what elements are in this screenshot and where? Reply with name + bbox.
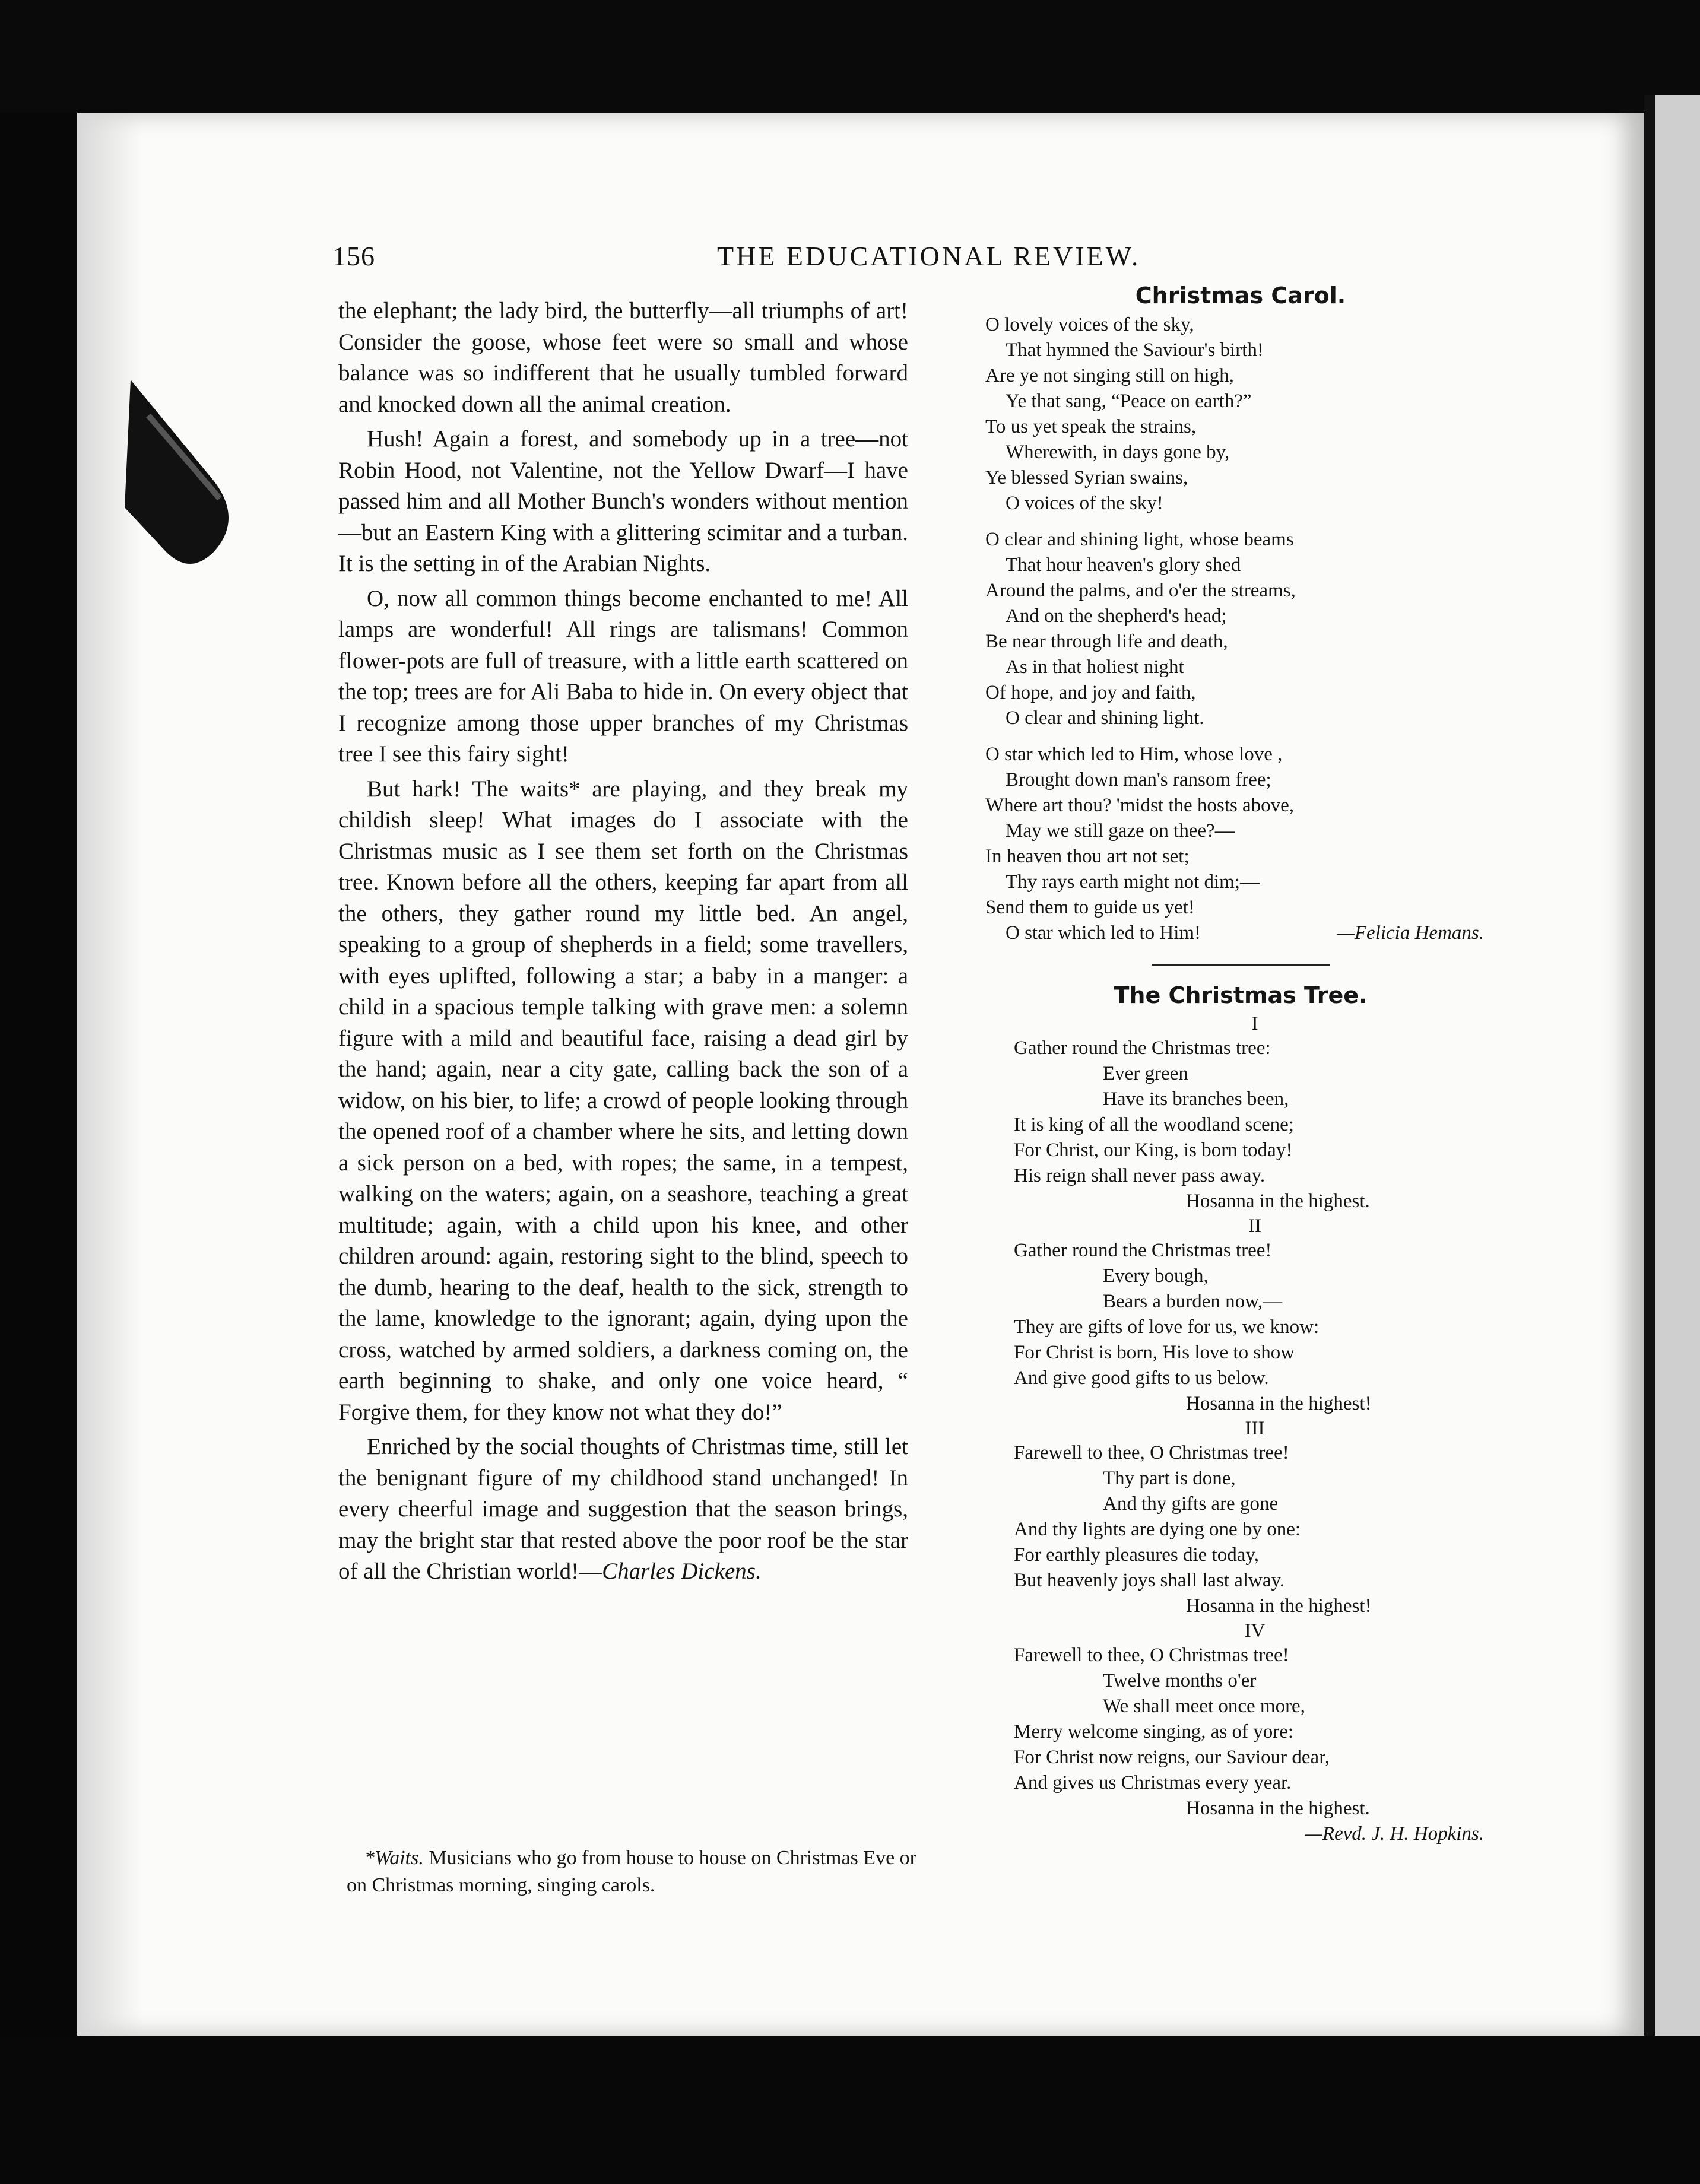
section-numeral: IV	[1244, 1620, 1266, 1642]
poems-column	[985, 279, 1496, 1847]
dickens-text-column	[338, 296, 908, 1591]
paragraph: O, now all common things become enchanted to me! All lamps are wonderful! All rings are talismans! Common flower-pots are full of treasure, with a little earth scattered on the top; trees are for Ali Baba to hide in. On every object that I recognize among those upper branches of my Christmas tree I see this fairy sight!	[338, 585, 908, 767]
carol-poem	[985, 312, 1496, 946]
poem-line: Where art thou? 'midst the hosts above,	[985, 795, 1295, 816]
footnote-text: Musicians who go from house to house on Christmas Eve or on Christmas morning, singing carols.	[347, 1847, 916, 1896]
poem-line: For earthly pleasures die today,	[1014, 1544, 1259, 1566]
poem-line: Wherewith, in days gone by,	[1006, 442, 1230, 463]
poem-line: May we still gaze on thee?—	[1006, 820, 1235, 842]
poem-line: Hosanna in the highest!	[1186, 1595, 1372, 1617]
poem-line: We shall meet once more,	[1103, 1696, 1305, 1717]
section-divider	[1152, 964, 1330, 966]
tree-section-1	[1014, 1012, 1496, 1214]
tree-poem	[985, 1012, 1496, 1847]
poem-line: For Christ, our King, is born today!	[1014, 1139, 1293, 1161]
poem-line: And on the shepherd's head;	[1006, 605, 1227, 627]
running-title: THE EDUCATIONAL REVIEW.	[717, 241, 1141, 271]
section-numeral: III	[1245, 1418, 1265, 1439]
section-numeral: II	[1248, 1215, 1261, 1237]
binder-clip-icon	[125, 380, 267, 593]
paragraph: the elephant; the lady bird, the butterfly—all triumphs of art! Consider the goose, whose feet were so small and whose balance was so indifferent that he usually tumbled forward and knocked down all the animal creation.	[338, 298, 908, 417]
paragraph: Hush! Again a forest, and somebody up in a tree—not Robin Hood, not Valentine, not the Yellow Dwarf—I have passed him and all Mother Bunch's wonders without mention—but an Eastern King with a glittering scimitar and a turban. It is the setting in of the Arabian Nights.	[338, 426, 908, 576]
tree-section-2	[1014, 1214, 1496, 1417]
tree-poem-poet: —Revd. J. H. Hopkins.	[1305, 1823, 1484, 1845]
poem-line: Brought down man's ransom free;	[1006, 769, 1271, 791]
tree-poem-title: The Christmas Tree.	[1114, 982, 1368, 1008]
page-number: 156	[332, 241, 375, 271]
poem-line: Twelve months o'er	[1103, 1670, 1257, 1691]
poem-line: Hosanna in the highest!	[1186, 1393, 1372, 1414]
paragraph: But hark! The waits* are playing, and they break my childish sleep! What images do I associate with the Christmas music as I see them set forth on the Christmas tree. Known before all the others, keeping far apart from all the others, they gather round my little bed. An angel, speaking to a group of shepherds in a field; some travellers, with eyes uplifted, following a star; a baby in a manger: a child in a spacious temple talking with grave men: a solemn figure with a mild and beautiful face, raising a dead girl by the hand; again, near a city gate, calling back the son of a widow, on his bier, to life; a crowd of people looking through the opened roof of a chamber where he sits, and letting down a sick person on a bed, with ropes; the same, in a tempest, walking on the waters; again, on a seashore, teaching a great multitude; again, with a child upon his knee, and other children around: again, restoring sight to the blind, speech to the dumb, hearing to the deaf, health to the sick, strength to the lame, knowledge to the ignorant; again, dying upon the cross, watched by armed soldiers, a darkness coming on, the earth beginning to shake, and only one voice heard, “ Forgive them, for they know not what they do!”	[338, 776, 908, 1425]
poem-line: Farewell to thee, O Christmas tree!	[1014, 1442, 1289, 1464]
poem-line: And thy lights are dying one by one:	[1014, 1519, 1301, 1540]
poem-line: Hosanna in the highest.	[1186, 1191, 1370, 1212]
poem-line: Be near through life and death,	[985, 631, 1228, 652]
poem-line: Thy rays earth might not dim;—	[1006, 871, 1260, 893]
poem-line: Send them to guide us yet!	[985, 897, 1195, 918]
poem-line: That hymned the Saviour's birth!	[1006, 339, 1264, 361]
poem-line: O clear and shining light.	[1006, 707, 1204, 729]
page-gutter-shadow	[1644, 95, 1655, 2053]
poem-line: And thy gifts are gone	[1103, 1493, 1279, 1515]
poem-line: It is king of all the woodland scene;	[1014, 1114, 1294, 1135]
poem-line: They are gifts of love for us, we know:	[1014, 1316, 1320, 1338]
carol-title: Christmas Carol.	[1135, 282, 1346, 309]
poem-line: O star which led to Him, whose love ,	[985, 744, 1283, 765]
carol-stanza-1	[985, 312, 1496, 516]
carol-stanza-2	[985, 527, 1496, 731]
poem-line: Ye blessed Syrian swains,	[985, 467, 1188, 488]
paragraph-text: Enriched by the social thoughts of Christmas time, still let the benignant figure of my childhood stand unchanged! In every cheerful image and suggestion that the season brings, may the bright star that rested above the poor roof be the star of all the Christian world!—	[338, 1434, 908, 1584]
carol-poet: —Felicia Hemans.	[1337, 922, 1484, 944]
poem-line: Thy part is done,	[1103, 1468, 1236, 1489]
poem-line: Have its branches been,	[1103, 1088, 1289, 1110]
scan-border-bottom	[0, 2036, 1700, 2184]
poem-line: Of hope, and joy and faith,	[985, 682, 1196, 703]
poem-line: But heavenly joys shall last alway.	[1014, 1570, 1285, 1591]
poem-line: O lovely voices of the sky,	[985, 314, 1194, 335]
poem-line: For Christ now reigns, our Saviour dear,	[1014, 1747, 1330, 1768]
poem-line: Every bough,	[1103, 1265, 1209, 1287]
poem-line: O clear and shining light, whose beams	[985, 529, 1294, 550]
poem-line: O voices of the sky!	[1006, 493, 1163, 514]
author-attribution: Charles Dickens.	[602, 1558, 762, 1584]
poem-line: Bears a burden now,—	[1103, 1291, 1283, 1312]
poem-line: In heaven thou art not set;	[985, 846, 1190, 867]
poem-line: Around the palms, and o'er the streams,	[985, 580, 1296, 601]
poem-line: Hosanna in the highest.	[1186, 1798, 1370, 1819]
poem-line: His reign shall never pass away.	[1014, 1165, 1266, 1186]
poem-line: Farewell to thee, O Christmas tree!	[1014, 1645, 1289, 1666]
poem-line: Merry welcome singing, as of yore:	[1014, 1721, 1294, 1742]
poem-line: To us yet speak the strains,	[985, 416, 1197, 437]
footnote	[347, 1845, 916, 1899]
poem-line: Gather round the Christmas tree!	[1014, 1240, 1272, 1261]
carol-stanza-3	[985, 742, 1496, 946]
closing-paragraph	[338, 1431, 908, 1588]
poem-line: O star which led to Him!	[1006, 922, 1201, 944]
scan-border-top	[0, 0, 1700, 113]
poem-line: Gather round the Christmas tree:	[1014, 1037, 1271, 1059]
poem-line: Are ye not singing still on high,	[985, 365, 1234, 386]
section-numeral: I	[1251, 1013, 1258, 1034]
footnote-term: *Waits.	[364, 1847, 424, 1869]
poem-line: For Christ is born, His love to show	[1014, 1342, 1295, 1363]
poem-line: And give good gifts to us below.	[1014, 1367, 1269, 1389]
tree-section-3	[1014, 1417, 1496, 1619]
tree-section-4	[1014, 1619, 1496, 1821]
poem-line: That hour heaven's glory shed	[1006, 554, 1241, 576]
page-header	[332, 240, 1543, 282]
poem-line: As in that holiest night	[1006, 656, 1184, 678]
poem-line: Ever green	[1103, 1063, 1188, 1084]
poem-line: And gives us Christmas every year.	[1014, 1772, 1292, 1793]
poem-line: Ye that sang, “Peace on earth?”	[1006, 391, 1252, 412]
